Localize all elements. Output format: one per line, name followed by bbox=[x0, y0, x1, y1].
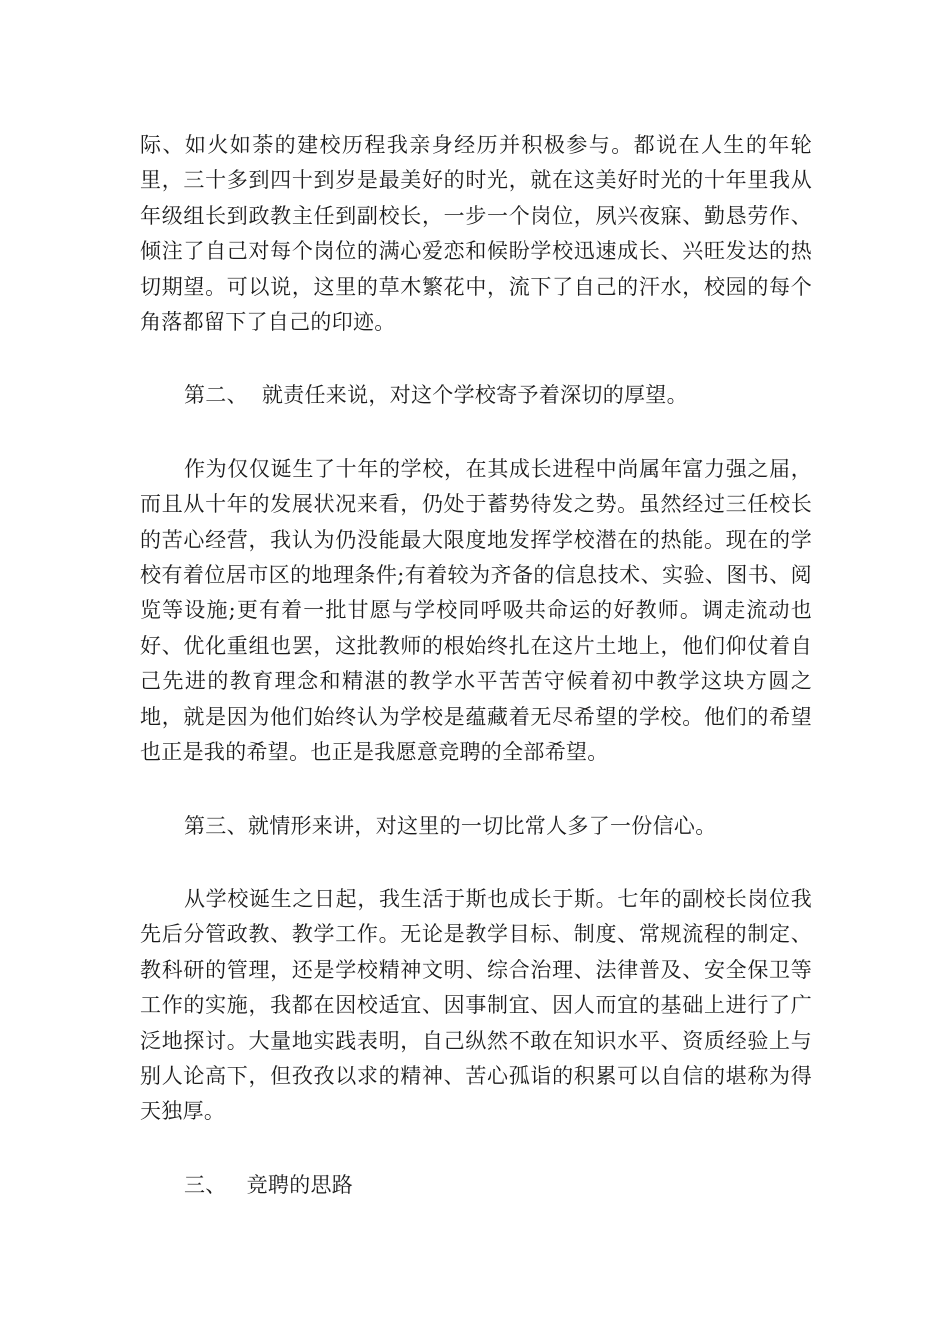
document-body bbox=[140, 128, 812, 1203]
heading-responsibility-text: 就责任来说，对这个学校寄予着深切的厚望。 bbox=[261, 383, 688, 408]
paragraph-school-potential: 作为仅仅诞生了十年的学校，在其成长进程中尚属年富力强之届，而且从十年的发展状况来看，仍处于蓄势待发之势。虽然经过三任校长的苦心经营，我认为仍没能最大限度地发挥学校潜在的热能。现在的学校有着位居市区的地理条件;有着较为齐备的信息技术、实验、图书、阅览等设施;更有着一批甘愿与学校同呼吸共命运的好教师。调走流动也好、优化重组也罢，这批教师的根始终扎在这片土地上，他们仰仗着自己先进的教育理念和精湛的教学水平苦苦守候着初中教学这块方圆之地，就是因为他们始终认为学校是蕴藏着无尽希望的学校。他们的希望也正是我的希望。也正是我愿意竞聘的全部希望。 bbox=[140, 456, 812, 765]
heading-confidence: 第三、就情形来讲，对这里的一切比常人多了一份信心。 bbox=[184, 813, 717, 838]
section-heading-approach bbox=[140, 1168, 812, 1203]
paragraph-experience: 从学校诞生之日起，我生活于斯也成长于斯。七年的副校长岗位我先后分管政教、教学工作。无论是教学目标、制度、常规流程的制定、教科研的管理，还是学校精神文明、综合治理、法律普及、安全保卫等工作的实施，我都在因校适宜、因事制宜、因人而宜的基础上进行了广泛地探讨。大量地实践表明，自己纵然不敢在知识水平、资质经验上与别人论高下，但孜孜以求的精神、苦心孤诣的积累可以自信的堪称为得天独厚。 bbox=[140, 886, 812, 1124]
section-heading-title: 竞聘的思路 bbox=[246, 1172, 354, 1197]
heading-responsibility-label: 第二、 bbox=[184, 383, 248, 408]
paragraph-building-history: 际、如火如荼的建校历程我亲身经历并积极参与。都说在人生的年轮里，三十多到四十到岁是最美好的时光，就在这美好时光的十年里我从年级组长到政教主任到副校长，一步一个岗位，夙兴夜寐、勤恳劳作、倾注了自己对每个岗位的满心爱恋和候盼学校迅速成长、兴旺发达的热切期望。可以说，这里的草木繁花中，流下了自己的汗水，校园的每个角落都留下了自己的印迹。 bbox=[140, 133, 812, 335]
heading-responsibility bbox=[140, 378, 812, 413]
section-heading-label: 三、 bbox=[184, 1172, 227, 1197]
